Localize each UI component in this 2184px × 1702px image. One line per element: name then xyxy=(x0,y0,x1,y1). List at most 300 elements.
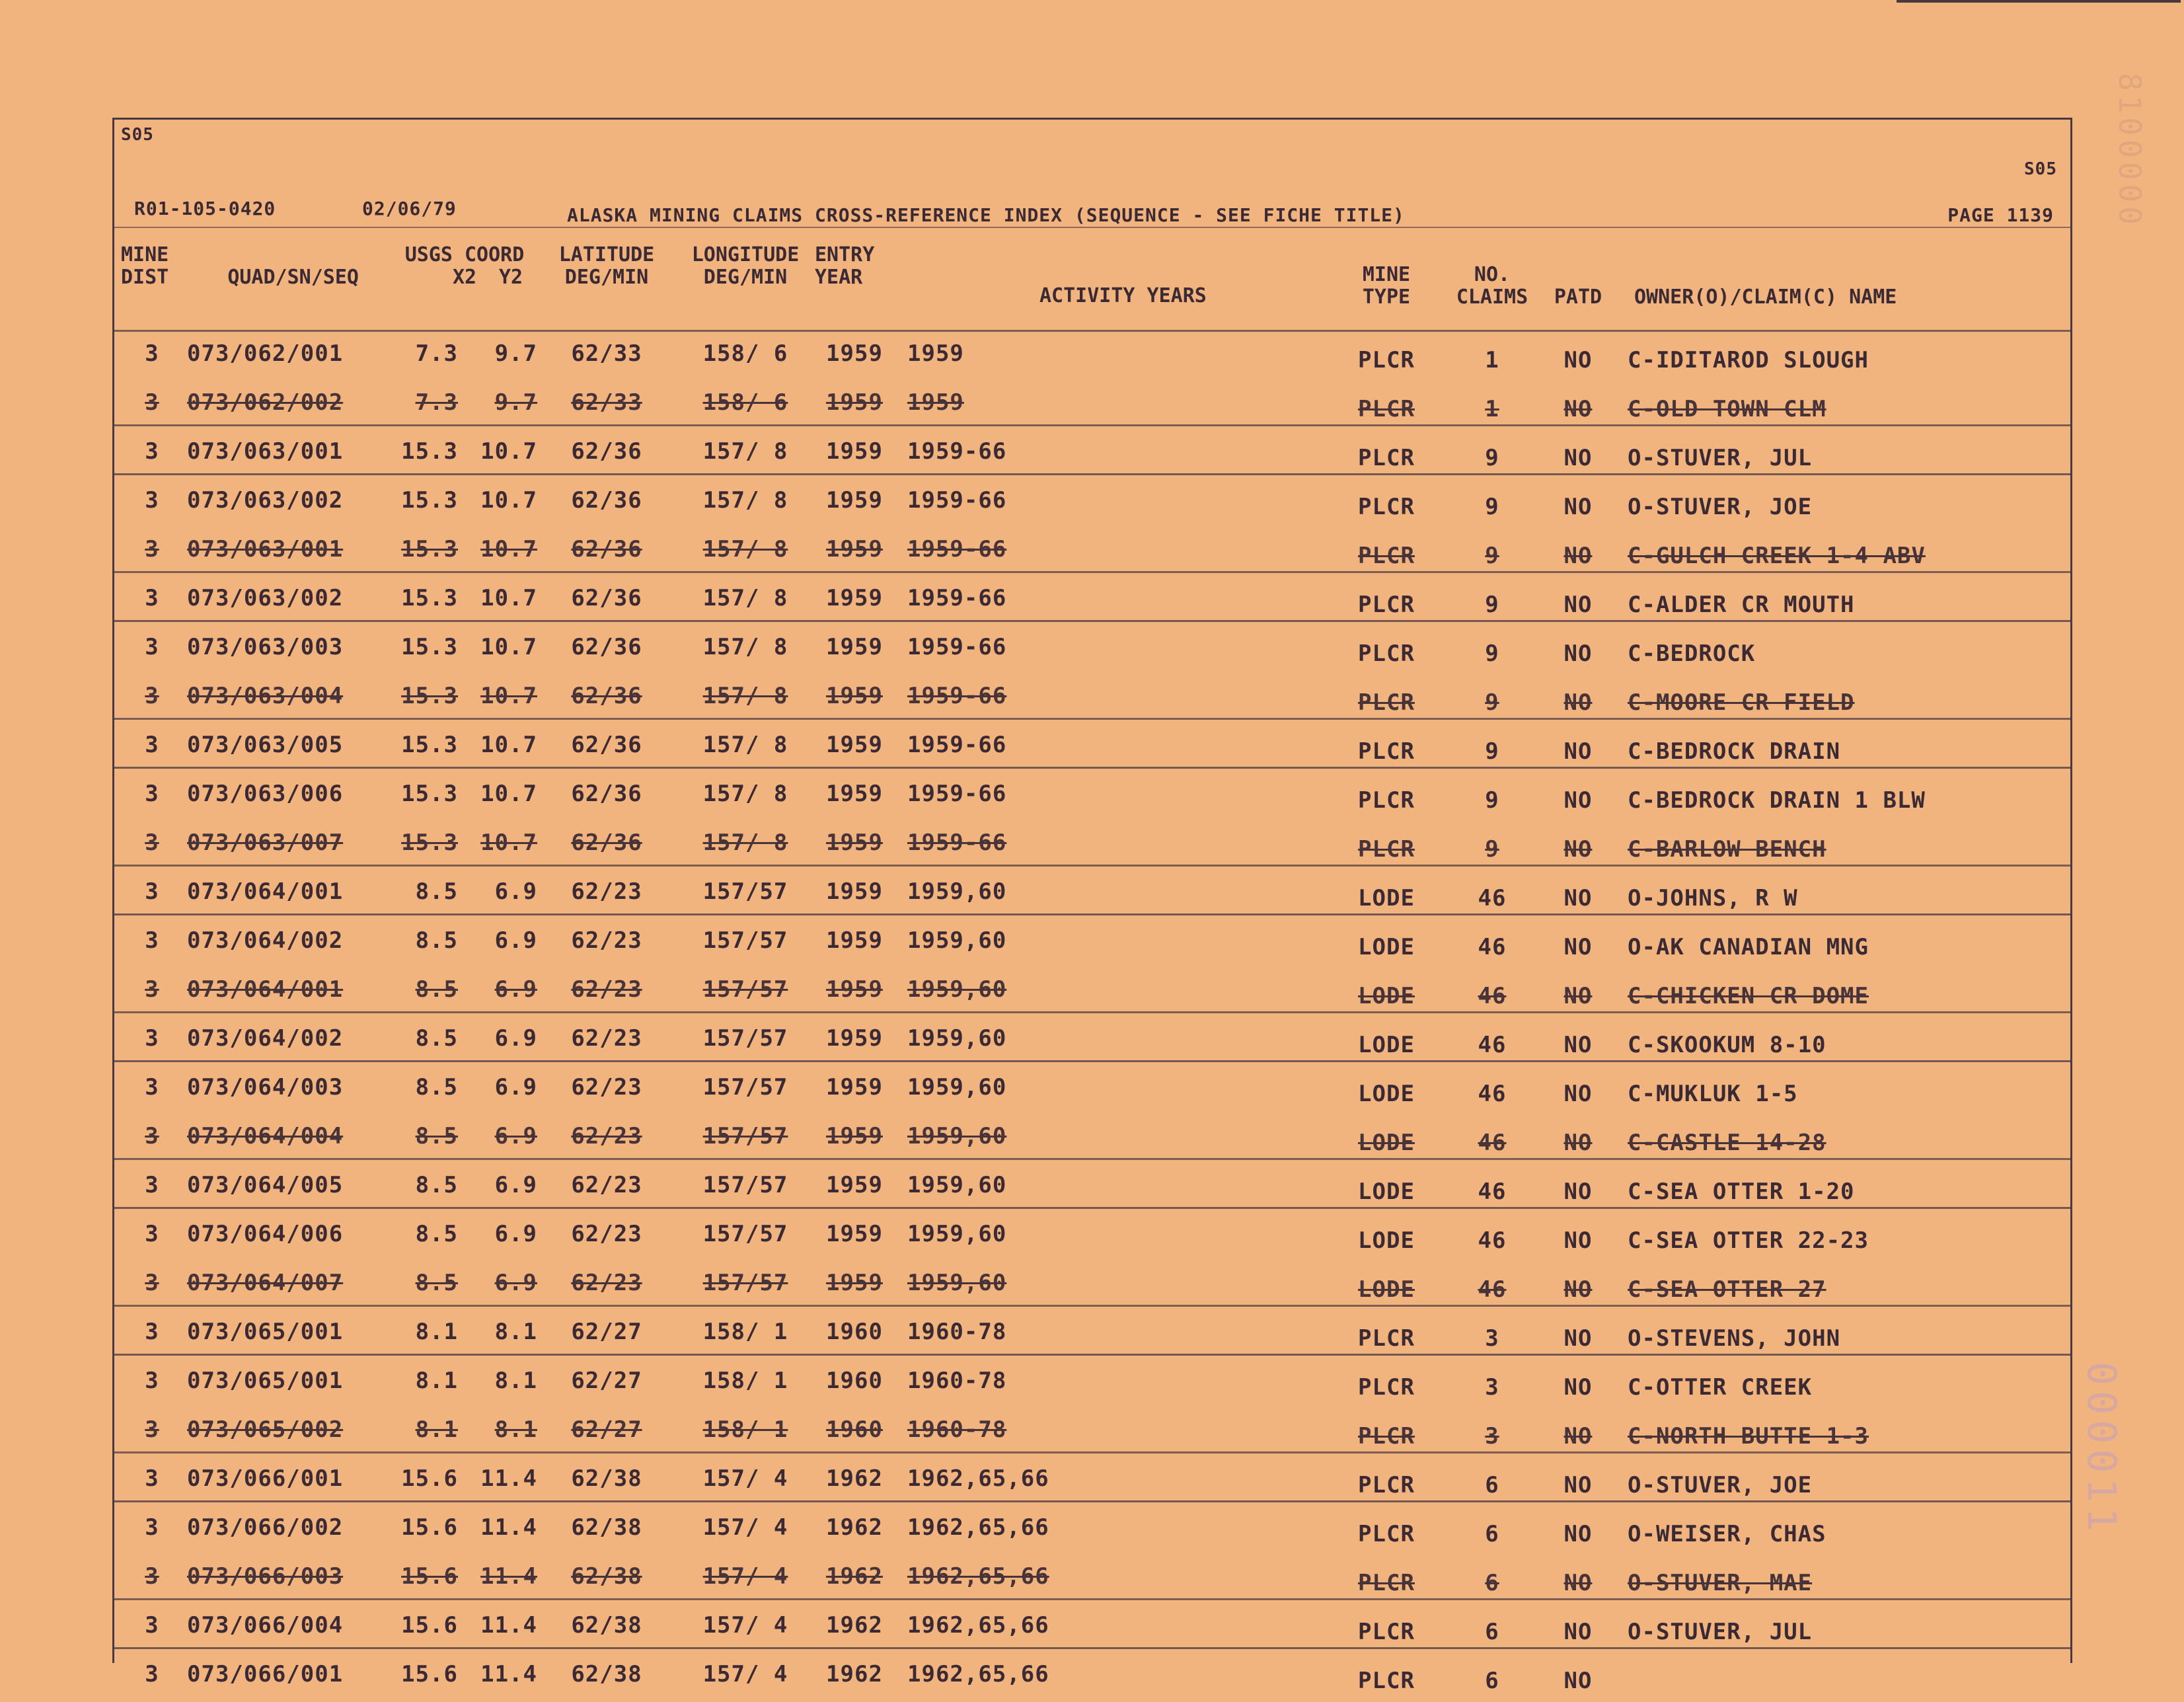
cell-claims: 46 xyxy=(1478,885,1507,911)
side-stamp: 000011 xyxy=(2078,1362,2125,1537)
cell-lon: 157/57 xyxy=(702,1221,788,1247)
cell-activity: 1959,60 xyxy=(907,1172,1007,1198)
cell-claims: 46 xyxy=(1478,1032,1507,1058)
cell-dist: 3 xyxy=(145,1612,159,1639)
cell-type: PLCR xyxy=(1358,1423,1415,1450)
cell-x2: 8.5 xyxy=(415,1172,458,1198)
cell-type: LODE xyxy=(1358,934,1415,960)
col-header-type: MINE TYPE xyxy=(1362,263,1411,309)
cell-pat: NO xyxy=(1563,1081,1593,1107)
cell-activity: 1959 xyxy=(907,389,964,416)
cell-activity: 1959,60 xyxy=(907,1270,1007,1296)
cell-dist: 3 xyxy=(145,340,159,367)
cell-lat: 62/33 xyxy=(571,340,642,367)
cell-owner: C-IDITAROD SLOUGH xyxy=(1628,347,1869,373)
cell-owner: C-BEDROCK DRAIN 1 BLW xyxy=(1628,787,1926,814)
table-row xyxy=(114,1409,2070,1457)
cell-activity: 1959,60 xyxy=(907,927,1007,954)
cell-activity: 1960-78 xyxy=(907,1319,1007,1345)
cell-pat: NO xyxy=(1563,738,1593,765)
cell-type: PLCR xyxy=(1358,494,1415,520)
cell-owner: O-STUVER, JOE xyxy=(1628,1472,1813,1498)
title-rule xyxy=(114,227,2070,228)
cell-owner: C-CHICKEN CR DOME xyxy=(1628,983,1869,1009)
cell-entry: 1962 xyxy=(826,1612,883,1639)
cell-pat: NO xyxy=(1563,1130,1593,1156)
cell-claims: 9 xyxy=(1485,494,1499,520)
cell-x2: 15.3 xyxy=(401,830,458,856)
cell-entry: 1959 xyxy=(826,1025,883,1052)
cell-lon: 157/57 xyxy=(702,1025,788,1052)
cell-type: PLCR xyxy=(1358,738,1415,765)
cell-quad: 073/063/003 xyxy=(187,634,344,660)
cell-lon: 157/ 8 xyxy=(702,487,788,514)
cell-activity: 1959,60 xyxy=(907,976,1007,1003)
cell-type: PLCR xyxy=(1358,689,1415,716)
cell-y2: 11.4 xyxy=(480,1514,537,1541)
cell-lon: 157/57 xyxy=(702,927,788,954)
cell-dist: 3 xyxy=(145,976,159,1003)
cell-type: PLCR xyxy=(1358,787,1415,814)
row-rule xyxy=(114,571,2070,573)
cell-entry: 1962 xyxy=(826,1514,883,1541)
cell-lat: 62/36 xyxy=(571,830,642,856)
cell-lon: 157/57 xyxy=(702,1172,788,1198)
cell-lon: 157/ 4 xyxy=(702,1612,788,1639)
cell-dist: 3 xyxy=(145,1270,159,1296)
cell-pat: NO xyxy=(1563,445,1593,471)
cell-lat: 62/23 xyxy=(571,878,642,905)
cell-activity: 1962,65,66 xyxy=(907,1563,1049,1590)
header-rule xyxy=(114,330,2070,332)
cell-pat: NO xyxy=(1563,1423,1593,1450)
cell-lat: 62/38 xyxy=(571,1612,642,1639)
cell-quad: 073/066/002 xyxy=(187,1514,344,1541)
cell-x2: 8.5 xyxy=(415,927,458,954)
row-rule xyxy=(114,913,2070,915)
cell-entry: 1959 xyxy=(826,781,883,807)
cell-entry: 1959 xyxy=(826,389,883,416)
cell-x2: 7.3 xyxy=(415,389,458,416)
cell-lat: 62/36 xyxy=(571,487,642,514)
report-title: ALASKA MINING CLAIMS CROSS-REFERENCE INDEX (SEQUENCE - SEE FICHE TITLE) xyxy=(567,204,1405,226)
cell-x2: 15.3 xyxy=(401,487,458,514)
table-row xyxy=(114,822,2070,870)
cell-dist: 3 xyxy=(145,1368,159,1394)
row-rule xyxy=(114,1451,2070,1453)
cell-dist: 3 xyxy=(145,438,159,465)
cell-type: PLCR xyxy=(1358,396,1415,422)
cell-dist: 3 xyxy=(145,389,159,416)
cell-activity: 1962,65,66 xyxy=(907,1612,1049,1639)
cell-lat: 62/23 xyxy=(571,1025,642,1052)
cell-owner: O-STEVENS, JOHN xyxy=(1628,1325,1841,1352)
table-row xyxy=(114,1311,2070,1360)
table-row xyxy=(114,1360,2070,1409)
cell-claims: 46 xyxy=(1478,934,1507,960)
cell-lon: 157/ 8 xyxy=(702,585,788,611)
cell-claims: 1 xyxy=(1485,347,1499,373)
cell-lon: 157/57 xyxy=(702,1074,788,1101)
cell-pat: NO xyxy=(1563,787,1593,814)
cell-y2: 10.7 xyxy=(480,830,537,856)
cell-y2: 6.9 xyxy=(494,1172,537,1198)
cell-entry: 1959 xyxy=(826,634,883,660)
cell-claims: 46 xyxy=(1478,983,1507,1009)
cell-pat: NO xyxy=(1563,1325,1593,1352)
cell-pat: NO xyxy=(1563,689,1593,716)
cell-lon: 157/ 8 xyxy=(702,683,788,709)
cell-owner: C-CASTLE 14-28 xyxy=(1628,1130,1826,1156)
cell-activity: 1959-66 xyxy=(907,732,1007,758)
cell-owner: O-STUVER, MAE xyxy=(1628,1570,1813,1596)
cell-quad: 073/066/003 xyxy=(187,1563,344,1590)
cell-entry: 1959 xyxy=(826,438,883,465)
cell-x2: 15.3 xyxy=(401,634,458,660)
cell-type: LODE xyxy=(1358,983,1415,1009)
cell-y2: 11.4 xyxy=(480,1612,537,1639)
cell-owner: C-MOORE CR FIELD xyxy=(1628,689,1855,716)
cell-quad: 073/064/002 xyxy=(187,927,344,954)
cell-pat: NO xyxy=(1563,1032,1593,1058)
table-row xyxy=(114,773,2070,822)
cell-entry: 1959 xyxy=(826,536,883,562)
cell-lat: 62/36 xyxy=(571,536,642,562)
cell-owner: O-STUVER, JOE xyxy=(1628,494,1813,520)
cell-entry: 1962 xyxy=(826,1563,883,1590)
table-row xyxy=(114,332,2070,381)
cell-lat: 62/38 xyxy=(571,1661,642,1687)
col-header-y2: Y2 xyxy=(498,266,523,289)
cell-lat: 62/23 xyxy=(571,1221,642,1247)
cell-x2: 8.5 xyxy=(415,1270,458,1296)
cell-activity: 1959,60 xyxy=(907,1221,1007,1247)
cell-y2: 6.9 xyxy=(494,1123,537,1149)
cell-y2: 9.7 xyxy=(494,389,537,416)
cell-y2: 6.9 xyxy=(494,976,537,1003)
cell-type: LODE xyxy=(1358,1081,1415,1107)
cell-x2: 15.6 xyxy=(401,1465,458,1492)
row-rule xyxy=(114,1305,2070,1307)
table-row xyxy=(114,968,2070,1017)
cell-type: PLCR xyxy=(1358,1374,1415,1401)
cell-lat: 62/36 xyxy=(571,438,642,465)
table-row xyxy=(114,626,2070,675)
cell-activity: 1960-78 xyxy=(907,1416,1007,1443)
cell-claims: 46 xyxy=(1478,1081,1507,1107)
table-row xyxy=(114,1213,2070,1262)
cell-entry: 1960 xyxy=(826,1416,883,1443)
table-row xyxy=(114,1017,2070,1066)
cell-claims: 9 xyxy=(1485,738,1499,765)
cell-dist: 3 xyxy=(145,927,159,954)
cell-pat: NO xyxy=(1563,1472,1593,1498)
cell-quad: 073/063/002 xyxy=(187,487,344,514)
cell-quad: 073/066/001 xyxy=(187,1661,344,1687)
row-rule xyxy=(114,473,2070,475)
table-row xyxy=(114,1555,2070,1604)
cell-entry: 1962 xyxy=(826,1465,883,1492)
cell-quad: 073/063/001 xyxy=(187,438,344,465)
cell-entry: 1959 xyxy=(826,830,883,856)
cell-owner: C-SEA OTTER 22-23 xyxy=(1628,1227,1869,1254)
cell-type: LODE xyxy=(1358,1130,1415,1156)
table-row xyxy=(114,430,2070,479)
cell-y2: 11.4 xyxy=(480,1661,537,1687)
cell-quad: 073/064/004 xyxy=(187,1123,344,1149)
cell-pat: NO xyxy=(1563,1668,1593,1694)
cell-y2: 8.1 xyxy=(494,1319,537,1345)
table-row xyxy=(114,528,2070,577)
cell-entry: 1960 xyxy=(826,1368,883,1394)
cell-x2: 8.1 xyxy=(415,1368,458,1394)
cell-activity: 1959 xyxy=(907,340,964,367)
cell-claims: 6 xyxy=(1485,1619,1499,1645)
col-header-lon: LONGITUDE DEG/MIN xyxy=(691,243,800,289)
cell-lat: 62/27 xyxy=(571,1319,642,1345)
cell-pat: NO xyxy=(1563,983,1593,1009)
cell-lat: 62/23 xyxy=(571,1172,642,1198)
cell-type: PLCR xyxy=(1358,640,1415,667)
cell-activity: 1959,60 xyxy=(907,1074,1007,1101)
cell-entry: 1959 xyxy=(826,1123,883,1149)
cell-x2: 8.5 xyxy=(415,1221,458,1247)
cell-lon: 157/ 8 xyxy=(702,634,788,660)
cell-lat: 62/36 xyxy=(571,732,642,758)
cell-lon: 157/57 xyxy=(702,878,788,905)
table-row xyxy=(114,1066,2070,1115)
cell-entry: 1960 xyxy=(826,1319,883,1345)
cell-quad: 073/064/001 xyxy=(187,976,344,1003)
cell-quad: 073/064/006 xyxy=(187,1221,344,1247)
cell-y2: 10.7 xyxy=(480,683,537,709)
col-header-pat: PATD xyxy=(1554,286,1602,309)
cell-dist: 3 xyxy=(145,1416,159,1443)
cell-owner: O-STUVER, JUL xyxy=(1628,1619,1813,1645)
cell-activity: 1959,60 xyxy=(907,1025,1007,1052)
cell-quad: 073/063/002 xyxy=(187,585,344,611)
cell-y2: 6.9 xyxy=(494,878,537,905)
cell-lat: 62/36 xyxy=(571,585,642,611)
col-header-entry: ENTRY YEAR xyxy=(815,243,875,289)
row-rule xyxy=(114,1354,2070,1356)
cell-quad: 073/066/001 xyxy=(187,1465,344,1492)
cell-type: PLCR xyxy=(1358,445,1415,471)
cell-x2: 15.6 xyxy=(401,1612,458,1639)
cell-type: PLCR xyxy=(1358,1570,1415,1596)
cell-quad: 073/062/001 xyxy=(187,340,344,367)
cell-x2: 8.5 xyxy=(415,1123,458,1149)
cell-type: PLCR xyxy=(1358,1325,1415,1352)
row-rule xyxy=(114,620,2070,622)
cell-x2: 8.5 xyxy=(415,878,458,905)
cell-x2: 8.5 xyxy=(415,1074,458,1101)
cell-owner: O-JOHNS, R W xyxy=(1628,885,1798,911)
cell-type: PLCR xyxy=(1358,543,1415,569)
cell-owner: C-OLD TOWN CLM xyxy=(1628,396,1826,422)
cell-claims: 6 xyxy=(1485,1570,1499,1596)
cell-y2: 8.1 xyxy=(494,1368,537,1394)
cell-x2: 15.6 xyxy=(401,1514,458,1541)
cell-entry: 1959 xyxy=(826,732,883,758)
cell-claims: 46 xyxy=(1478,1227,1507,1254)
cell-lat: 62/33 xyxy=(571,389,642,416)
cell-lat: 62/27 xyxy=(571,1416,642,1443)
cell-type: PLCR xyxy=(1358,347,1415,373)
cell-x2: 15.6 xyxy=(401,1661,458,1687)
cell-quad: 073/063/001 xyxy=(187,536,344,562)
row-rule xyxy=(114,767,2070,769)
cell-dist: 3 xyxy=(145,634,159,660)
row-rule xyxy=(114,1060,2070,1062)
cell-lon: 157/ 8 xyxy=(702,830,788,856)
cell-dist: 3 xyxy=(145,878,159,905)
cell-claims: 6 xyxy=(1485,1521,1499,1547)
cell-lon: 158/ 6 xyxy=(702,389,788,416)
cell-lon: 157/ 4 xyxy=(702,1514,788,1541)
row-rule xyxy=(114,1207,2070,1209)
col-header-activity: ACTIVITY YEARS xyxy=(1039,284,1207,307)
cell-owner: O-STUVER, JUL xyxy=(1628,445,1813,471)
cell-y2: 10.7 xyxy=(480,781,537,807)
cell-activity: 1959,60 xyxy=(907,1123,1007,1149)
cell-entry: 1959 xyxy=(826,487,883,514)
cell-owner: C-SKOOKUM 8-10 xyxy=(1628,1032,1826,1058)
cell-quad: 073/064/007 xyxy=(187,1270,344,1296)
cell-activity: 1959-66 xyxy=(907,585,1007,611)
cell-activity: 1959-66 xyxy=(907,781,1007,807)
cell-pat: NO xyxy=(1563,1227,1593,1254)
cell-owner: C-SEA OTTER 1-20 xyxy=(1628,1179,1855,1205)
cell-type: PLCR xyxy=(1358,1619,1415,1645)
cell-pat: NO xyxy=(1563,1619,1593,1645)
cell-lon: 157/ 8 xyxy=(702,438,788,465)
table-row xyxy=(114,1653,2070,1702)
cell-activity: 1959-66 xyxy=(907,536,1007,562)
fiche-sheet xyxy=(112,118,2072,1694)
cell-lon: 158/ 6 xyxy=(702,340,788,367)
table-row xyxy=(114,919,2070,968)
cell-dist: 3 xyxy=(145,1172,159,1198)
cell-claims: 9 xyxy=(1485,592,1499,618)
table-row xyxy=(114,870,2070,919)
cell-claims: 3 xyxy=(1485,1423,1499,1450)
col-header-x2: USGS COORD X2 xyxy=(404,243,525,289)
col-header-owner: OWNER(O)/CLAIM(C) NAME xyxy=(1634,286,1897,309)
cell-claims: 9 xyxy=(1485,787,1499,814)
cell-x2: 15.3 xyxy=(401,732,458,758)
cell-type: LODE xyxy=(1358,1227,1415,1254)
cell-owner: O-WEISER, CHAS xyxy=(1628,1521,1826,1547)
cell-entry: 1959 xyxy=(826,927,883,954)
table-row xyxy=(114,1604,2070,1653)
cell-claims: 9 xyxy=(1485,689,1499,716)
cell-claims: 6 xyxy=(1485,1472,1499,1498)
cell-entry: 1959 xyxy=(826,1221,883,1247)
cell-claims: 1 xyxy=(1485,396,1499,422)
cell-owner: C-BEDROCK xyxy=(1628,640,1756,667)
cell-pat: NO xyxy=(1563,1179,1593,1205)
cell-y2: 10.7 xyxy=(480,585,537,611)
table-row xyxy=(114,479,2070,528)
cell-dist: 3 xyxy=(145,683,159,709)
cell-x2: 15.3 xyxy=(401,536,458,562)
cell-y2: 6.9 xyxy=(494,1074,537,1101)
cell-type: PLCR xyxy=(1358,1472,1415,1498)
cell-lat: 62/23 xyxy=(571,1270,642,1296)
cell-quad: 073/063/004 xyxy=(187,683,344,709)
cell-quad: 073/065/001 xyxy=(187,1368,344,1394)
cell-x2: 15.3 xyxy=(401,683,458,709)
cell-lon: 158/ 1 xyxy=(702,1319,788,1345)
table-row xyxy=(114,381,2070,430)
cell-activity: 1960-78 xyxy=(907,1368,1007,1394)
cell-quad: 073/063/005 xyxy=(187,732,344,758)
table-row xyxy=(114,1115,2070,1164)
table-row xyxy=(114,1164,2070,1213)
cell-lat: 62/36 xyxy=(571,781,642,807)
cell-activity: 1959-66 xyxy=(907,683,1007,709)
cell-pat: NO xyxy=(1563,640,1593,667)
cell-quad: 073/065/002 xyxy=(187,1416,344,1443)
row-rule xyxy=(114,1158,2070,1160)
cell-x2: 8.1 xyxy=(415,1319,458,1345)
cell-pat: NO xyxy=(1563,494,1593,520)
col-header-lat: LATITUDE DEG/MIN xyxy=(558,243,655,289)
cell-lat: 62/38 xyxy=(571,1514,642,1541)
cell-x2: 8.1 xyxy=(415,1416,458,1443)
cell-y2: 8.1 xyxy=(494,1416,537,1443)
cell-y2: 6.9 xyxy=(494,1025,537,1052)
cell-y2: 10.7 xyxy=(480,438,537,465)
cell-activity: 1959-66 xyxy=(907,830,1007,856)
cell-dist: 3 xyxy=(145,781,159,807)
cell-owner: C-MUKLUK 1-5 xyxy=(1628,1081,1798,1107)
cell-claims: 3 xyxy=(1485,1374,1499,1401)
row-rule xyxy=(114,1500,2070,1502)
cell-activity: 1962,65,66 xyxy=(907,1465,1049,1492)
cell-x2: 15.3 xyxy=(401,438,458,465)
cell-owner: C-GULCH CREEK 1-4 ABV xyxy=(1628,543,1926,569)
cell-quad: 073/064/001 xyxy=(187,878,344,905)
cell-lat: 62/27 xyxy=(571,1368,642,1394)
cell-entry: 1959 xyxy=(826,976,883,1003)
cell-dist: 3 xyxy=(145,585,159,611)
cell-activity: 1959-66 xyxy=(907,634,1007,660)
cell-claims: 46 xyxy=(1478,1179,1507,1205)
cell-claims: 3 xyxy=(1485,1325,1499,1352)
tag-right: S05 xyxy=(2024,159,2057,179)
cell-dist: 3 xyxy=(145,536,159,562)
cell-lon: 158/ 1 xyxy=(702,1368,788,1394)
cell-quad: 073/062/002 xyxy=(187,389,344,416)
cell-pat: NO xyxy=(1563,934,1593,960)
cell-entry: 1959 xyxy=(826,1074,883,1101)
cell-entry: 1959 xyxy=(826,1172,883,1198)
cell-y2: 10.7 xyxy=(480,487,537,514)
cell-activity: 1959,60 xyxy=(907,878,1007,905)
row-rule xyxy=(114,718,2070,720)
cell-quad: 073/064/002 xyxy=(187,1025,344,1052)
cell-y2: 10.7 xyxy=(480,634,537,660)
table-row xyxy=(114,1506,2070,1555)
cell-type: PLCR xyxy=(1358,1521,1415,1547)
cell-lon: 157/ 4 xyxy=(702,1661,788,1687)
table-row xyxy=(114,1262,2070,1311)
cell-type: LODE xyxy=(1358,1032,1415,1058)
corner-stamp: 8100000 xyxy=(2112,73,2148,229)
cell-lat: 62/38 xyxy=(571,1563,642,1590)
